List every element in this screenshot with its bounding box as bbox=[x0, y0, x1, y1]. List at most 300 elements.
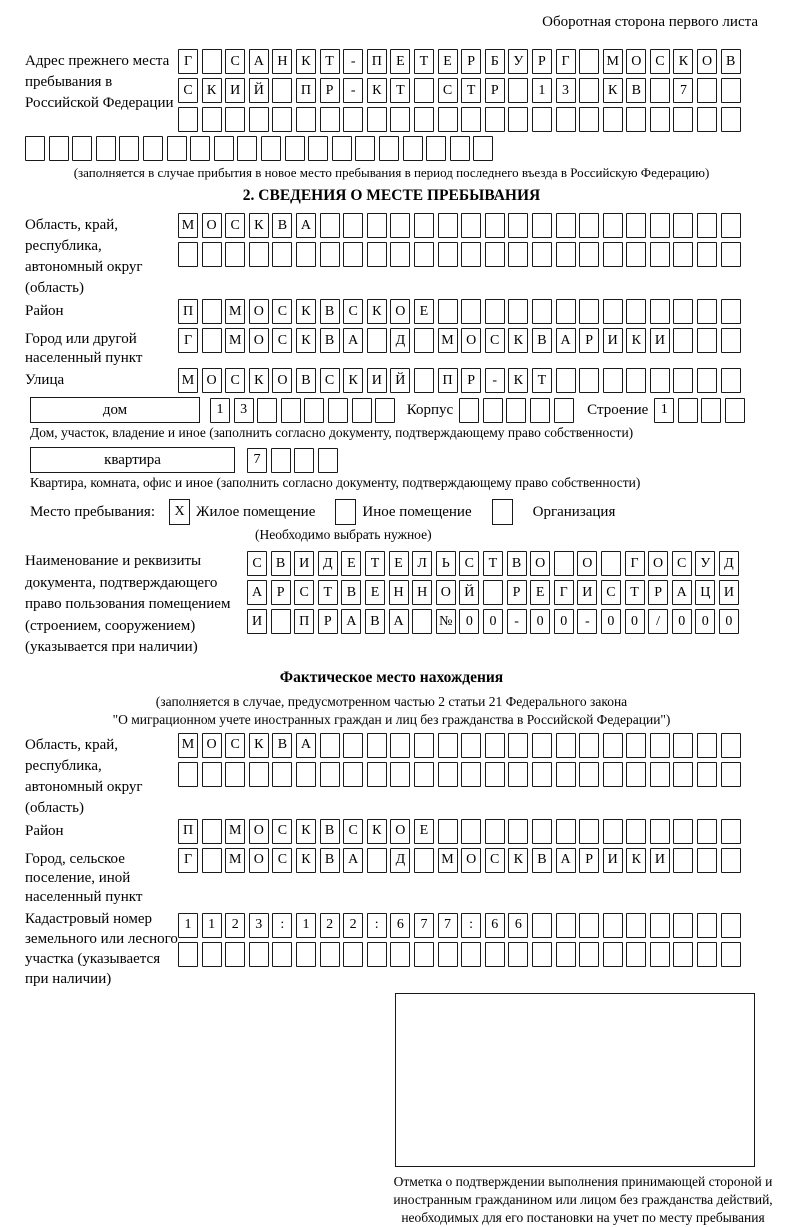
char-cell bbox=[508, 299, 528, 324]
char-cell bbox=[412, 609, 432, 634]
char-cell bbox=[678, 398, 698, 423]
char-cell bbox=[556, 107, 576, 132]
fact-gorod-row bbox=[178, 848, 744, 873]
char-cell: М bbox=[438, 848, 458, 873]
dom-box: дом bbox=[30, 397, 200, 423]
char-cell bbox=[508, 733, 528, 758]
char-cell: Т bbox=[483, 551, 503, 576]
char-cell: В bbox=[626, 78, 646, 103]
char-cell: С bbox=[272, 848, 292, 873]
char-cell: Р bbox=[318, 609, 338, 634]
char-cell bbox=[414, 368, 434, 393]
char-cell: Р bbox=[271, 580, 291, 605]
char-cell: Ь bbox=[436, 551, 456, 576]
char-cell bbox=[202, 819, 222, 844]
char-cell bbox=[272, 78, 292, 103]
char-cell: С bbox=[225, 733, 245, 758]
char-cell: 1 bbox=[202, 913, 222, 938]
char-cell: А bbox=[672, 580, 692, 605]
char-cell: И bbox=[247, 609, 267, 634]
char-cell: И bbox=[603, 328, 623, 353]
char-cell bbox=[257, 398, 277, 423]
char-cell: О bbox=[648, 551, 668, 576]
char-cell: А bbox=[296, 733, 316, 758]
char-cell bbox=[650, 78, 670, 103]
char-cell bbox=[414, 942, 434, 967]
char-cell: А bbox=[343, 848, 363, 873]
char-cell bbox=[673, 733, 693, 758]
mesto-label: Место пребывания: bbox=[30, 503, 155, 520]
char-cell: И bbox=[367, 368, 387, 393]
char-cell bbox=[320, 213, 340, 238]
char-cell bbox=[390, 213, 410, 238]
char-cell bbox=[485, 942, 505, 967]
char-cell bbox=[271, 609, 291, 634]
char-cell bbox=[343, 942, 363, 967]
char-cell bbox=[202, 49, 222, 74]
char-cell bbox=[214, 136, 234, 161]
char-cell bbox=[673, 819, 693, 844]
char-cell: В bbox=[365, 609, 385, 634]
char-cell bbox=[414, 733, 434, 758]
char-cell: Т bbox=[625, 580, 645, 605]
kadastr-row-1 bbox=[178, 913, 744, 938]
char-cell: А bbox=[556, 848, 576, 873]
char-cell bbox=[556, 213, 576, 238]
char-cell bbox=[202, 328, 222, 353]
char-cell bbox=[225, 107, 245, 132]
char-cell bbox=[328, 398, 348, 423]
char-cell: В bbox=[507, 551, 527, 576]
char-cell: М bbox=[438, 328, 458, 353]
char-cell bbox=[485, 299, 505, 324]
char-cell bbox=[272, 762, 292, 787]
char-cell bbox=[202, 242, 222, 267]
char-cell bbox=[697, 328, 717, 353]
char-cell bbox=[508, 819, 528, 844]
char-cell: С bbox=[343, 299, 363, 324]
char-cell bbox=[530, 398, 550, 423]
char-cell: Е bbox=[414, 819, 434, 844]
char-cell bbox=[178, 762, 198, 787]
char-cell bbox=[650, 107, 670, 132]
char-cell bbox=[601, 551, 621, 576]
char-cell bbox=[320, 762, 340, 787]
char-cell bbox=[414, 242, 434, 267]
option-org-label: Организация bbox=[532, 503, 616, 520]
char-cell bbox=[320, 733, 340, 758]
char-cell bbox=[367, 762, 387, 787]
char-cell bbox=[532, 762, 552, 787]
char-cell: И bbox=[294, 551, 314, 576]
char-cell: - bbox=[343, 78, 363, 103]
char-cell: К bbox=[603, 78, 623, 103]
char-cell bbox=[556, 299, 576, 324]
char-cell bbox=[697, 942, 717, 967]
char-cell: В bbox=[532, 848, 552, 873]
char-cell: Д bbox=[390, 848, 410, 873]
char-cell: Е bbox=[341, 551, 361, 576]
char-cell bbox=[603, 819, 623, 844]
char-cell bbox=[178, 942, 198, 967]
char-cell: И bbox=[650, 848, 670, 873]
char-cell: 1 bbox=[210, 398, 230, 423]
char-cell: № bbox=[436, 609, 456, 634]
char-cell bbox=[438, 762, 458, 787]
char-cell bbox=[281, 398, 301, 423]
char-cell bbox=[556, 242, 576, 267]
char-cell: Т bbox=[414, 49, 434, 74]
char-cell bbox=[119, 136, 139, 161]
char-cell bbox=[626, 242, 646, 267]
char-cell: О bbox=[530, 551, 550, 576]
dom-caption: Дом, участок, владение и иное (заполнить согласно документу, подтверждающему право собственности) bbox=[30, 425, 634, 440]
char-cell bbox=[532, 299, 552, 324]
char-cell: Т bbox=[318, 580, 338, 605]
raion-row bbox=[178, 299, 744, 324]
char-cell bbox=[650, 368, 670, 393]
char-cell: Р bbox=[579, 328, 599, 353]
char-cell bbox=[556, 913, 576, 938]
ulitsa-label: Улица bbox=[25, 372, 65, 388]
prev-address-row-4 bbox=[25, 136, 758, 161]
char-cell: В bbox=[532, 328, 552, 353]
char-cell bbox=[673, 299, 693, 324]
fact-gorod-label: Город, сельское поселение, иной населенный пункт bbox=[25, 850, 143, 905]
char-cell: О bbox=[436, 580, 456, 605]
char-cell: К bbox=[508, 328, 528, 353]
char-cell bbox=[725, 398, 745, 423]
char-cell: М bbox=[178, 733, 198, 758]
char-cell bbox=[721, 942, 741, 967]
char-cell: Е bbox=[365, 580, 385, 605]
char-cell: 2 bbox=[343, 913, 363, 938]
char-cell bbox=[673, 328, 693, 353]
char-cell bbox=[673, 213, 693, 238]
char-cell: М bbox=[225, 848, 245, 873]
char-cell bbox=[603, 762, 623, 787]
char-cell: Т bbox=[390, 78, 410, 103]
fact-raion-row bbox=[178, 819, 744, 844]
fact-raion-field bbox=[25, 819, 758, 848]
char-cell bbox=[367, 107, 387, 132]
char-cell bbox=[721, 733, 741, 758]
char-cell: В bbox=[320, 328, 340, 353]
char-cell bbox=[461, 213, 481, 238]
doc-row-2 bbox=[247, 580, 742, 605]
char-cell: К bbox=[296, 49, 316, 74]
char-cell: Т bbox=[532, 368, 552, 393]
char-cell bbox=[225, 762, 245, 787]
char-cell: 1 bbox=[296, 913, 316, 938]
char-cell bbox=[461, 942, 481, 967]
char-cell bbox=[603, 733, 623, 758]
char-cell: О bbox=[249, 819, 269, 844]
char-cell bbox=[626, 819, 646, 844]
char-cell bbox=[673, 762, 693, 787]
char-cell: Н bbox=[389, 580, 409, 605]
char-cell bbox=[414, 213, 434, 238]
char-cell bbox=[532, 942, 552, 967]
char-cell bbox=[438, 213, 458, 238]
char-cell bbox=[461, 762, 481, 787]
char-cell bbox=[579, 942, 599, 967]
char-cell bbox=[506, 398, 526, 423]
char-cell bbox=[603, 213, 623, 238]
option-zhiloe-label: Жилое помещение bbox=[196, 503, 316, 520]
char-cell bbox=[603, 107, 623, 132]
char-cell: - bbox=[485, 368, 505, 393]
char-cell: К bbox=[249, 213, 269, 238]
char-cell bbox=[438, 733, 458, 758]
char-cell bbox=[721, 819, 741, 844]
dom-cells bbox=[210, 398, 399, 423]
char-cell bbox=[697, 848, 717, 873]
char-cell: 0 bbox=[719, 609, 739, 634]
page-side-note: Оборотная сторона первого листа bbox=[542, 14, 758, 30]
char-cell bbox=[650, 913, 670, 938]
char-cell bbox=[438, 819, 458, 844]
char-cell: В bbox=[341, 580, 361, 605]
char-cell: О bbox=[697, 49, 717, 74]
char-cell: П bbox=[367, 49, 387, 74]
char-cell: 2 bbox=[320, 913, 340, 938]
char-cell bbox=[579, 213, 599, 238]
char-cell bbox=[626, 733, 646, 758]
char-cell: С bbox=[601, 580, 621, 605]
char-cell bbox=[390, 733, 410, 758]
char-cell bbox=[626, 107, 646, 132]
char-cell: Р bbox=[320, 78, 340, 103]
char-cell: 7 bbox=[414, 913, 434, 938]
char-cell: 0 bbox=[695, 609, 715, 634]
doc-label: Наименование и реквизиты документа, подтверждающего право пользования помещением (строением, сооружением) (указывается при наличии) bbox=[25, 553, 231, 655]
prev-address-row-1 bbox=[178, 49, 744, 74]
char-cell: Д bbox=[318, 551, 338, 576]
char-cell bbox=[296, 942, 316, 967]
char-cell: К bbox=[296, 328, 316, 353]
fact-caption-2: "О миграционном учете иностранных граждан и лиц без гражданства в Российской Федерации") bbox=[112, 711, 671, 727]
char-cell: О bbox=[390, 819, 410, 844]
char-cell bbox=[202, 942, 222, 967]
char-cell bbox=[461, 299, 481, 324]
char-cell bbox=[721, 78, 741, 103]
char-cell bbox=[721, 213, 741, 238]
char-cell bbox=[721, 328, 741, 353]
char-cell: В bbox=[296, 368, 316, 393]
char-cell: Г bbox=[625, 551, 645, 576]
char-cell: В bbox=[721, 49, 741, 74]
char-cell: 1 bbox=[178, 913, 198, 938]
char-cell: П bbox=[296, 78, 316, 103]
char-cell bbox=[390, 762, 410, 787]
char-cell: Е bbox=[389, 551, 409, 576]
char-cell bbox=[508, 242, 528, 267]
gorod-label: Город или другой населенный пункт bbox=[25, 331, 143, 366]
char-cell: К bbox=[249, 368, 269, 393]
char-cell: Н bbox=[412, 580, 432, 605]
char-cell bbox=[403, 136, 423, 161]
char-cell: В bbox=[272, 213, 292, 238]
char-cell: / bbox=[648, 609, 668, 634]
char-cell bbox=[261, 136, 281, 161]
char-cell bbox=[450, 136, 470, 161]
char-cell bbox=[697, 299, 717, 324]
char-cell bbox=[343, 762, 363, 787]
char-cell: 1 bbox=[532, 78, 552, 103]
char-cell: : bbox=[367, 913, 387, 938]
char-cell bbox=[285, 136, 305, 161]
char-cell: А bbox=[389, 609, 409, 634]
char-cell: Й bbox=[249, 78, 269, 103]
char-cell: С bbox=[272, 328, 292, 353]
char-cell: 7 bbox=[673, 78, 693, 103]
char-cell: О bbox=[202, 733, 222, 758]
char-cell bbox=[414, 78, 434, 103]
char-cell bbox=[697, 78, 717, 103]
char-cell bbox=[461, 819, 481, 844]
char-cell: О bbox=[461, 848, 481, 873]
char-cell: И bbox=[577, 580, 597, 605]
char-cell: О bbox=[202, 213, 222, 238]
char-cell: В bbox=[271, 551, 291, 576]
char-cell bbox=[190, 136, 210, 161]
char-cell bbox=[673, 913, 693, 938]
kadastr-label: Кадастровый номер земельного или лесного участка (указывается при наличии) bbox=[25, 910, 178, 987]
char-cell: П bbox=[178, 819, 198, 844]
char-cell: Р bbox=[461, 368, 481, 393]
char-cell: В bbox=[320, 819, 340, 844]
char-cell bbox=[225, 242, 245, 267]
char-cell: Е bbox=[530, 580, 550, 605]
char-cell: М bbox=[178, 368, 198, 393]
char-cell bbox=[556, 762, 576, 787]
char-cell bbox=[96, 136, 116, 161]
char-cell bbox=[202, 107, 222, 132]
char-cell bbox=[721, 762, 741, 787]
char-cell: 0 bbox=[459, 609, 479, 634]
char-cell: Е bbox=[414, 299, 434, 324]
stamp-note: Отметка о подтверждении выполнения принимающей стороной и иностранным гражданином или лицом без гражданства действий, необходимых для его постановки на учет по месту пребывания bbox=[393, 1173, 773, 1225]
fact-oblast-label: Область, край, республика, автономный округ (область) bbox=[25, 736, 143, 816]
char-cell: Р bbox=[485, 78, 505, 103]
checkbox-org bbox=[492, 499, 513, 525]
char-cell bbox=[202, 762, 222, 787]
fact-oblast-row-1 bbox=[178, 733, 744, 758]
char-cell bbox=[390, 242, 410, 267]
char-cell: Т bbox=[320, 49, 340, 74]
char-cell: Г bbox=[556, 49, 576, 74]
char-cell: - bbox=[577, 609, 597, 634]
char-cell bbox=[461, 242, 481, 267]
char-cell bbox=[296, 107, 316, 132]
char-cell bbox=[308, 136, 328, 161]
char-cell bbox=[579, 107, 599, 132]
char-cell bbox=[650, 299, 670, 324]
char-cell: 2 bbox=[225, 913, 245, 938]
char-cell: : bbox=[461, 913, 481, 938]
char-cell bbox=[249, 107, 269, 132]
char-cell: 0 bbox=[601, 609, 621, 634]
prev-address-row-3 bbox=[178, 107, 744, 132]
kvartira-caption: Квартира, комната, офис и иное (заполнить согласно документу, подтверждающему право собственности) bbox=[30, 475, 641, 490]
char-cell bbox=[579, 913, 599, 938]
char-cell: С bbox=[178, 78, 198, 103]
kadastr-row-2 bbox=[178, 942, 744, 967]
char-cell bbox=[72, 136, 92, 161]
char-cell: К bbox=[367, 78, 387, 103]
char-cell: П bbox=[438, 368, 458, 393]
char-cell bbox=[367, 848, 387, 873]
char-cell: 1 bbox=[654, 398, 674, 423]
char-cell: С bbox=[343, 819, 363, 844]
kadastr-field bbox=[25, 907, 758, 989]
char-cell: А bbox=[341, 609, 361, 634]
char-cell bbox=[237, 136, 257, 161]
char-cell bbox=[603, 942, 623, 967]
char-cell bbox=[426, 136, 446, 161]
char-cell: О bbox=[272, 368, 292, 393]
char-cell bbox=[143, 136, 163, 161]
char-cell bbox=[485, 819, 505, 844]
char-cell: В bbox=[320, 848, 340, 873]
char-cell bbox=[697, 733, 717, 758]
char-cell: 0 bbox=[530, 609, 550, 634]
char-cell: 7 bbox=[247, 448, 267, 473]
char-cell: А bbox=[343, 328, 363, 353]
char-cell: Б bbox=[485, 49, 505, 74]
char-cell bbox=[579, 819, 599, 844]
prev-address-label: Адрес прежнего места пребывания в Российской Федерации bbox=[25, 53, 174, 111]
char-cell: М bbox=[225, 328, 245, 353]
char-cell bbox=[673, 942, 693, 967]
char-cell bbox=[532, 213, 552, 238]
char-cell bbox=[579, 242, 599, 267]
char-cell bbox=[721, 242, 741, 267]
gorod-field bbox=[25, 328, 758, 368]
char-cell bbox=[579, 733, 599, 758]
char-cell: С bbox=[272, 819, 292, 844]
char-cell bbox=[626, 913, 646, 938]
char-cell bbox=[367, 328, 387, 353]
char-cell: Е bbox=[390, 49, 410, 74]
char-cell bbox=[249, 242, 269, 267]
char-cell: Р bbox=[461, 49, 481, 74]
char-cell bbox=[532, 913, 552, 938]
char-cell bbox=[272, 942, 292, 967]
char-cell: К bbox=[367, 819, 387, 844]
char-cell: К bbox=[202, 78, 222, 103]
oblast-label: Область, край, республика, автономный округ (область) bbox=[25, 217, 143, 296]
char-cell bbox=[390, 107, 410, 132]
char-cell: К bbox=[508, 848, 528, 873]
char-cell bbox=[603, 368, 623, 393]
char-cell bbox=[318, 448, 338, 473]
char-cell: Т bbox=[461, 78, 481, 103]
char-cell: 3 bbox=[234, 398, 254, 423]
char-cell bbox=[272, 107, 292, 132]
char-cell bbox=[697, 107, 717, 132]
char-cell bbox=[508, 78, 528, 103]
char-cell: К bbox=[296, 819, 316, 844]
char-cell: 3 bbox=[556, 78, 576, 103]
char-cell bbox=[556, 368, 576, 393]
char-cell bbox=[352, 398, 372, 423]
char-cell: М bbox=[225, 819, 245, 844]
char-cell bbox=[579, 368, 599, 393]
char-cell: - bbox=[507, 609, 527, 634]
char-cell bbox=[626, 942, 646, 967]
